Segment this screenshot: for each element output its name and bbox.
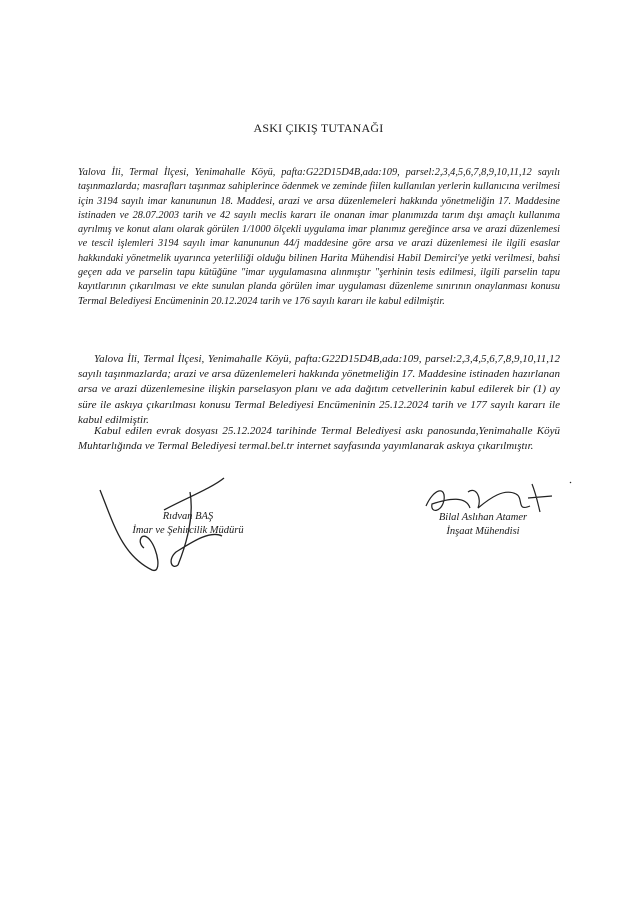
signature-left-title: İmar ve Şehircilik Müdürü: [132, 525, 244, 536]
paragraph-1: Yalova İli, Termal İlçesi, Yenimahalle Köyü, pafta:G22D15D4B,ada:109, parsel:2,3,4,5,6,7,8,9,10,11,12 sayılı taşınmazlarda; masrafları taşınmaz sahiplerince ödenmek ve zeminde fiilen kullanılan yerlerin kullanıcına verilmesi için 3194 sayılı imar kanununun 18. Maddesi, arazi ve arsa düzenlemeleri hakkında yönetmeliğin 17. Maddesine istinaden ve 28.07.2003 tarih ve 42 sayılı meclis kararı ile onanan imar planımızda tarım dışı amaçlı kullanıma ayrılmış ve konut alanı olarak görülen 1/1000 ölçekli uygulama imar planımız gereğince arsa ve arazi düzenlemesi ve tescil işlemleri 3194 sayılı imar kanununun 44/j maddesine göre arsa ve arazi düzenlemesi ile ilgili esaslar hakkındaki yönetmelik uyarınca yeterliliği olduğu bilinen Harita Mühendisi Habil Demirci'ye yetki verilmesi, bahsi geçen ada ve parselin tapu kütüğüne "imar uygulamasına alınmıştır "şerhinin tesis edilmesi, ilgili parselin tapu kayıtlarının çıkarılması ve ekte sunulan planda görülen imar uygulaması düzenleme sınırının onaylanması konusu Termal Belediyesi Encümeninin 20.12.2024 tarih ve 176 sayılı kararı ile kabul edilmiştir.: [78, 167, 560, 307]
paragraph-2: Yalova İli, Termal İlçesi, Yenimahalle Köyü, pafta:G22D15D4B,ada:109, parsel:2,3,4,5,6,7,8,9,10,11,12 sayılı taşınmazlarda; arazi ve arsa düzenlemeleri hakkında yönetmeliğin 17. Maddesine istinaden hazırlanan arsa ve arazi düzenlemesine ilişkin parselasyon planı ve ada dağıtım cetvellerinin kabul edilerek bir (1) ay süre ile askıya çıkarılması konusu Termal Belediyesi Encümeninin 25.12.2024 tarih ve 177 sayılı kararı ile kabul edilmiştir.: [78, 353, 560, 426]
signature-right: [413, 511, 553, 539]
signature-left: [108, 510, 268, 538]
signature-right-name: Bilal Aslıhan Atamer: [438, 512, 528, 523]
document-title: ASKI ÇIKIŞ TUTANAĞI: [253, 121, 384, 135]
signature-left-name: Rıdvan BAŞ: [162, 511, 214, 522]
signature-right-title: İnşaat Mühendisi: [446, 526, 520, 537]
paragraph-3: Kabul edilen evrak dosyası 25.12.2024 tarihinde Termal Belediyesi askı panosunda,Yenimahalle Köyü Muhtarlığında ve Termal Belediyesi termal.bel.tr internet sayfasında yayımlanarak askıya çıkarılmıştır.: [78, 425, 560, 453]
